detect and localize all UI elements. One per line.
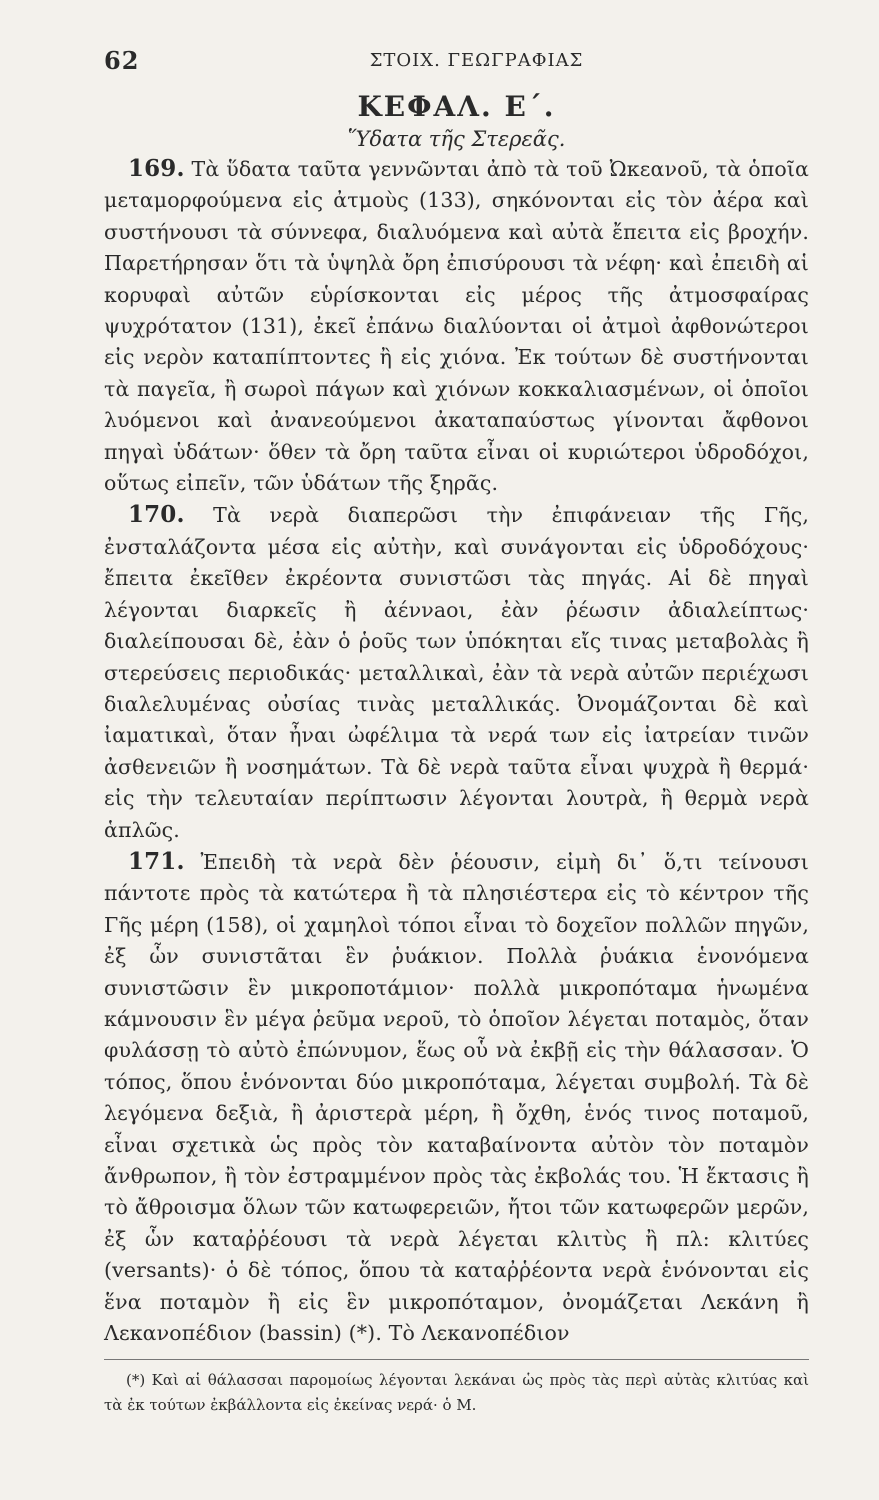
paragraph-170: [104, 499, 809, 845]
footnote: [104, 1368, 809, 1418]
running-head: ΣΤΟΙΧ. ΓΕΩΓΡΑΦΙΑΣ: [369, 50, 584, 71]
paragraph-number: 169.: [128, 155, 185, 182]
paragraph-171: [104, 846, 809, 1350]
paragraph-text: Ἐπειδὴ τὰ νερὰ δὲν ῥέουσιν, εἰμὴ δι᾽ ὅ,τι τείνουσι πάντοτε πρὸς τὰ κατώτερα ἢ τὰ πλησιέστερα εἰς τὸ κέντρον τῆς Γῆς μέρη (158), οἱ χαμηλοὶ τόποι εἶναι τὸ δοχεῖον πολλῶν πηγῶν, ἐξ ὧν συνιστᾶται ἓν ῥυάκιον. Πολλὰ ῥυάκια ἑνονόμενα συνιστῶσιν ἓν μικροποτάμιον· πολλὰ μικροπόταμα ἡνωμένα κάμνουσιν ἓν μέγα ῥεῦμα νεροῦ, τὸ ὁποῖον λέγεται ποταμὸς, ὅταν φυλάσσῃ τὸ αὐτὸ ἐπώνυμον, ἕως οὗ νὰ ἐκβῇ εἰς τὴν θάλασσαν. Ὁ τόπος, ὅπου ἑνόνονται δύο μικροπόταμα, λέγεται συμβολή. Τὰ δὲ λεγόμενα δεξιὰ, ἢ ἀριστερὰ μέρη, ἢ ὄχθη, ἑνός τινος ποταμοῦ, εἶναι σχετικὰ ὡς πρὸς τὸν καταβαίνοντα αὐτὸν τὸν ποταμὸν ἄνθρωπον, ἢ τὸν ἐστραμμένον πρὸς τὰς ἐκβολάς του. Ἡ ἔκτασις ἢ τὸ ἄθροισμα ὅλων τῶν κατωφερειῶν, ἤτοι τῶν κατωφερῶν μερῶν, ἐξ ὧν καταῤῥέουσι τὰ νερὰ λέγεται κλιτὺς ἢ πλ: κλιτύες (versants)· ὁ δὲ τόπος, ὅπου τὰ καταῤῥέοντα νερὰ ἑνόνονται εἰς ἕνα ποταμὸν ἢ εἰς ἓν μικροπόταμον, ὀνομάζεται Λεκάνη ἢ Λεκανοπέδιον (bassin) (*). Τὸ Λεκανοπέδιον: [104, 849, 809, 1346]
paragraph-169: [104, 153, 809, 499]
body-text: [104, 153, 809, 1349]
footnote-text: (*) Καὶ αἱ θάλασσαι παρομοίως λέγονται λεκάναι ὡς πρὸς τὰς περὶ αὐτὰς κλιτύας καὶ τὰ ἐκ τούτων ἐκβάλλοντα εἰς ἐκείνας νερά· ὁ Μ.: [104, 1371, 809, 1415]
paragraph-number: 171.: [128, 847, 185, 875]
page-number: 62: [104, 46, 140, 75]
chapter-title: ΚΕΦΑΛ. Ε΄.: [357, 90, 556, 123]
paragraph-text: Τὰ νερὰ διαπερῶσι τὴν ἐπιφάνειαν τῆς Γῆς, ἐνσταλάζοντα μέσα εἰς αὐτὴν, καὶ συνάγονται εἰς ὑδροδόχους· ἔπειτα ἐκεῖθεν ἐκρέοντα συνιστῶσι τὰς πηγάς. Αἱ δὲ πηγαὶ λέγονται διαρκεῖς ἢ ἀέννaοι, ἐὰν ῥέωσιν ἀδιαλείπτως· διαλείπουσαι δὲ, ἐὰν ὁ ῥοῦς των ὑπόκηται εἴς τινας μεταβολὰς ἢ στερεύσεις περιοδικάς· μεταλλικαὶ, ἐὰν τὰ νερὰ αὐτῶν περιέχωσι διαλελυμένας οὐσίας τινὰς μεταλλικάς. Ὀνομάζονται δὲ καὶ ἰαματικαὶ, ὅταν ἦναι ὠφέλιμα τὰ νερά των εἰς ἰατρείαν τινῶν ἀσθενειῶν ἢ νοσημάτων. Τὰ δὲ νερὰ ταῦτα εἶναι ψυχρὰ ἢ θερμά· εἰς τὴν τελευταίαν περίπτωσιν λέγονται λουτρὰ, ἢ θερμὰ νερὰ ἁπλῶς.: [104, 503, 809, 842]
footnote-divider: [104, 1359, 809, 1360]
page-header: [104, 46, 809, 76]
paragraph-text: Τὰ ὕδατα ταῦτα γεννῶνται ἀπὸ τὰ τοῦ Ὠκεανοῦ, τὰ ὁποῖα μεταμορφούμενα εἰς ἀτμοὺς (133), σηκόνονται εἰς τὸν ἀέρα καὶ συστήνουσι τὰ σύννεφα, διαλυόμενα καὶ αὐτὰ ἔπειτα εἰς βροχήν. Παρετήρησαν ὅτι τὰ ὑψηλὰ ὄρη ἐπισύρουσι τὰ νέφη· καὶ ἐπειδὴ αἱ κορυφαὶ αὐτῶν εὑρίσκονται εἰς μέρος τῆς ἀτμοσφαίρας ψυχρότατον (131), ἐκεῖ ἐπάνω διαλύονται οἱ ἀτμοὶ ἀφθονώτεροι εἰς νερὸν καταπίπτοντες ἢ εἰς χιόνα. Ἐκ τούτων δὲ συστήνονται τὰ παγεῖα, ἢ σωροὶ πάγων καὶ χιόνων κοκκαλιασμένων, οἱ ὁποῖοι λυόμενοι καὶ ἀνανεούμενοι ἀκαταπαύστως γίνονται ἄφθονοι πηγαὶ ὑδάτων· ὅθεν τὰ ὄρη ταῦτα εἶναι οἱ κυριώτεροι ὑδροδόχοι, οὕτως εἰπεῖν, τῶν ὑδάτων τῆς ξηρᾶς.: [104, 157, 809, 496]
section-title: Ὕδατα τῆς Στερεᾶς.: [347, 127, 566, 151]
paragraph-number: 170.: [128, 501, 185, 529]
